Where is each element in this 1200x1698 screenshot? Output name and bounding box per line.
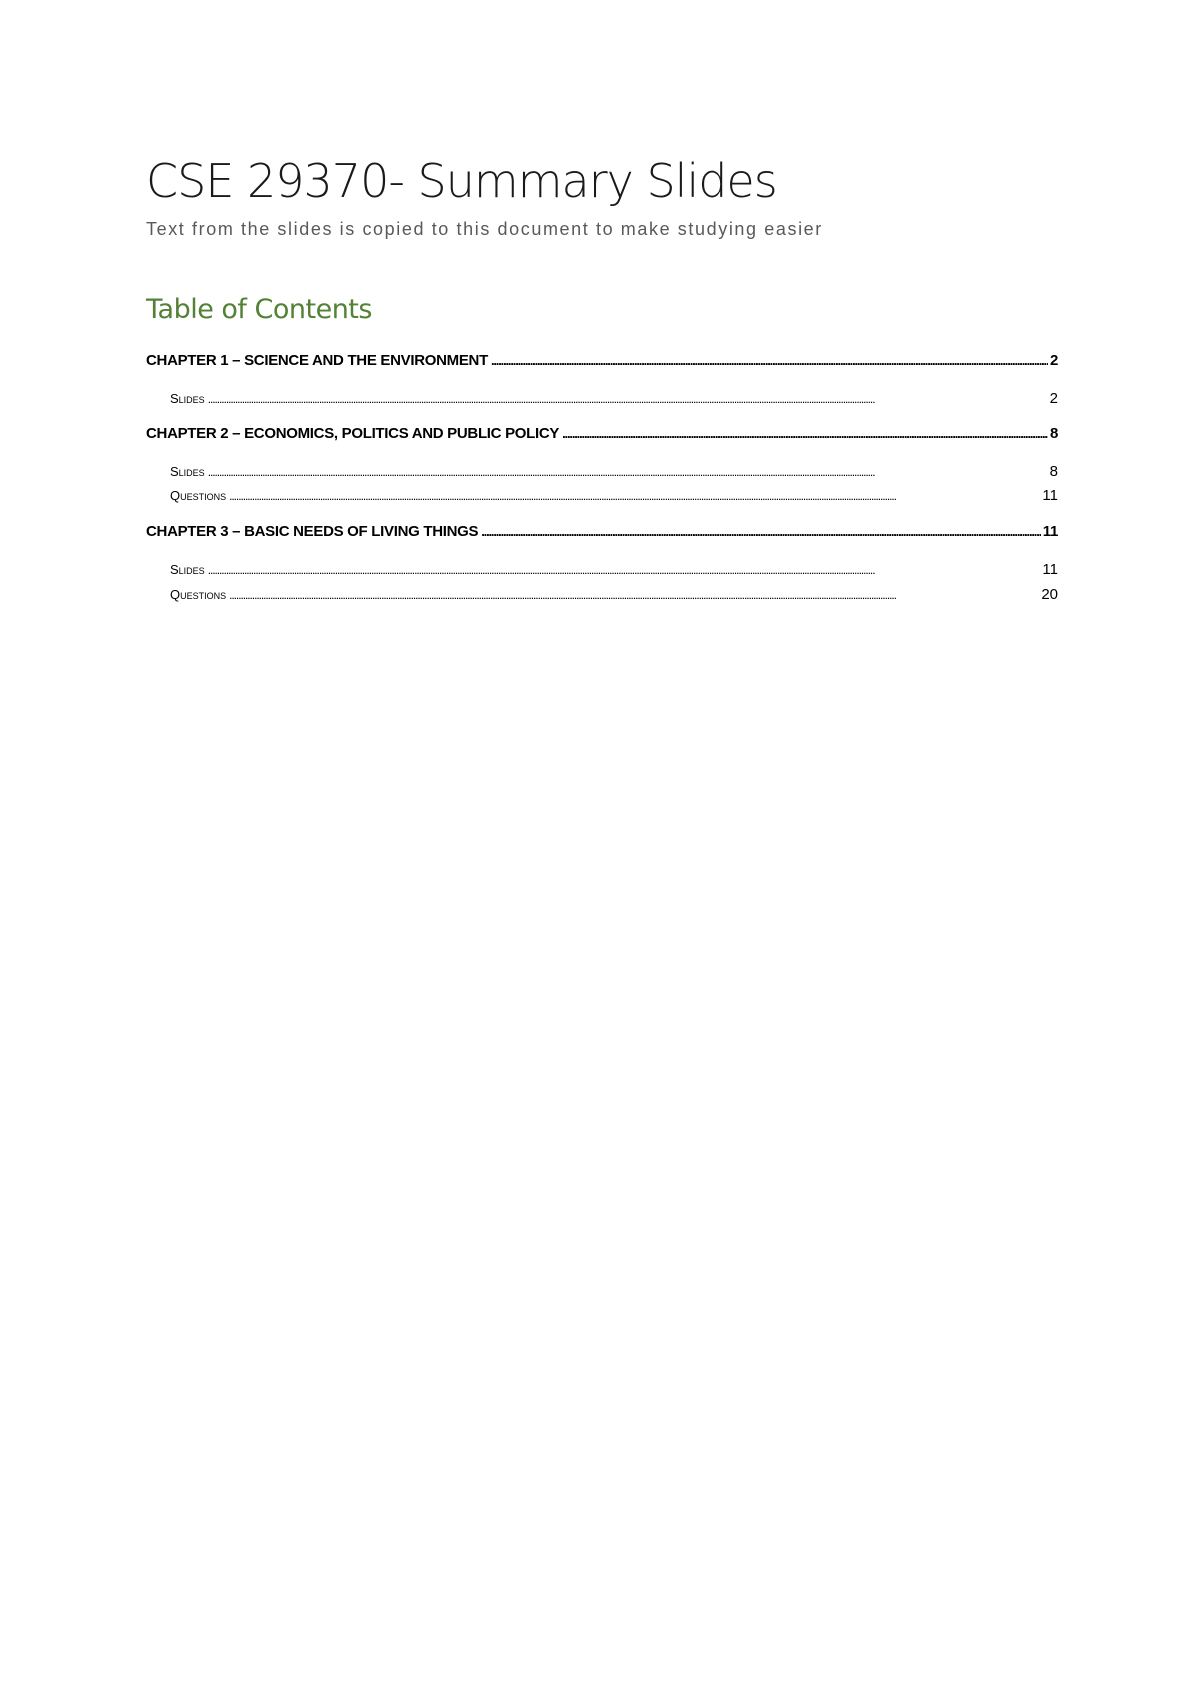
- toc-entry-chapter-2-questions[interactable]: [170, 486, 1058, 506]
- toc-leader-dots: [229, 585, 1039, 605]
- toc-entry-label: Slides: [170, 391, 205, 406]
- toc-heading: Table of Contents: [146, 294, 372, 325]
- toc-leader-dots: [481, 521, 1041, 543]
- toc-entry-chapter-3-slides[interactable]: [170, 560, 1058, 580]
- toc-page-number: 2: [1049, 390, 1058, 407]
- toc-leader-dots: [208, 560, 1041, 580]
- toc-entry-label: Questions: [170, 587, 227, 602]
- document-subtitle: Text from the slides is copied to this document to make studying easier: [146, 219, 823, 239]
- toc-page-number: 20: [1041, 586, 1058, 603]
- toc-page-number: 2: [1049, 352, 1058, 369]
- toc-entry-chapter-1-slides[interactable]: [170, 389, 1058, 409]
- toc-page-number: 8: [1049, 425, 1058, 442]
- toc-leader-dots: [208, 462, 1048, 482]
- toc-entry-chapter-2[interactable]: [146, 423, 1058, 445]
- toc-entry-label: CHAPTER 2 – ECONOMICS, POLITICS AND PUBLIC POLICY: [146, 425, 560, 442]
- toc-page-number: 8: [1049, 463, 1058, 480]
- toc-leader-dots: [208, 389, 1048, 409]
- toc-entry-chapter-1[interactable]: [146, 350, 1058, 372]
- toc-page-number: 11: [1042, 561, 1058, 578]
- toc-page-number: 11: [1042, 523, 1058, 540]
- toc-entry-label: CHAPTER 1 – SCIENCE AND THE ENVIRONMENT: [146, 352, 488, 369]
- toc-entry-chapter-2-slides[interactable]: [170, 462, 1058, 482]
- toc-leader-dots: [491, 350, 1048, 372]
- toc-entry-chapter-3-questions[interactable]: [170, 585, 1058, 605]
- toc-entry-label: CHAPTER 3 – BASIC NEEDS OF LIVING THINGS: [146, 523, 479, 540]
- toc-entry-label: Questions: [170, 488, 227, 503]
- toc-leader-dots: [562, 423, 1048, 445]
- toc-leader-dots: [229, 486, 1040, 506]
- toc-entry-label: Slides: [170, 464, 205, 479]
- document-title: CSE 29370- Summary Slides: [146, 154, 777, 208]
- toc-entry-chapter-3[interactable]: [146, 521, 1058, 543]
- toc-page-number: 11: [1042, 487, 1058, 504]
- toc-entry-label: Slides: [170, 562, 205, 577]
